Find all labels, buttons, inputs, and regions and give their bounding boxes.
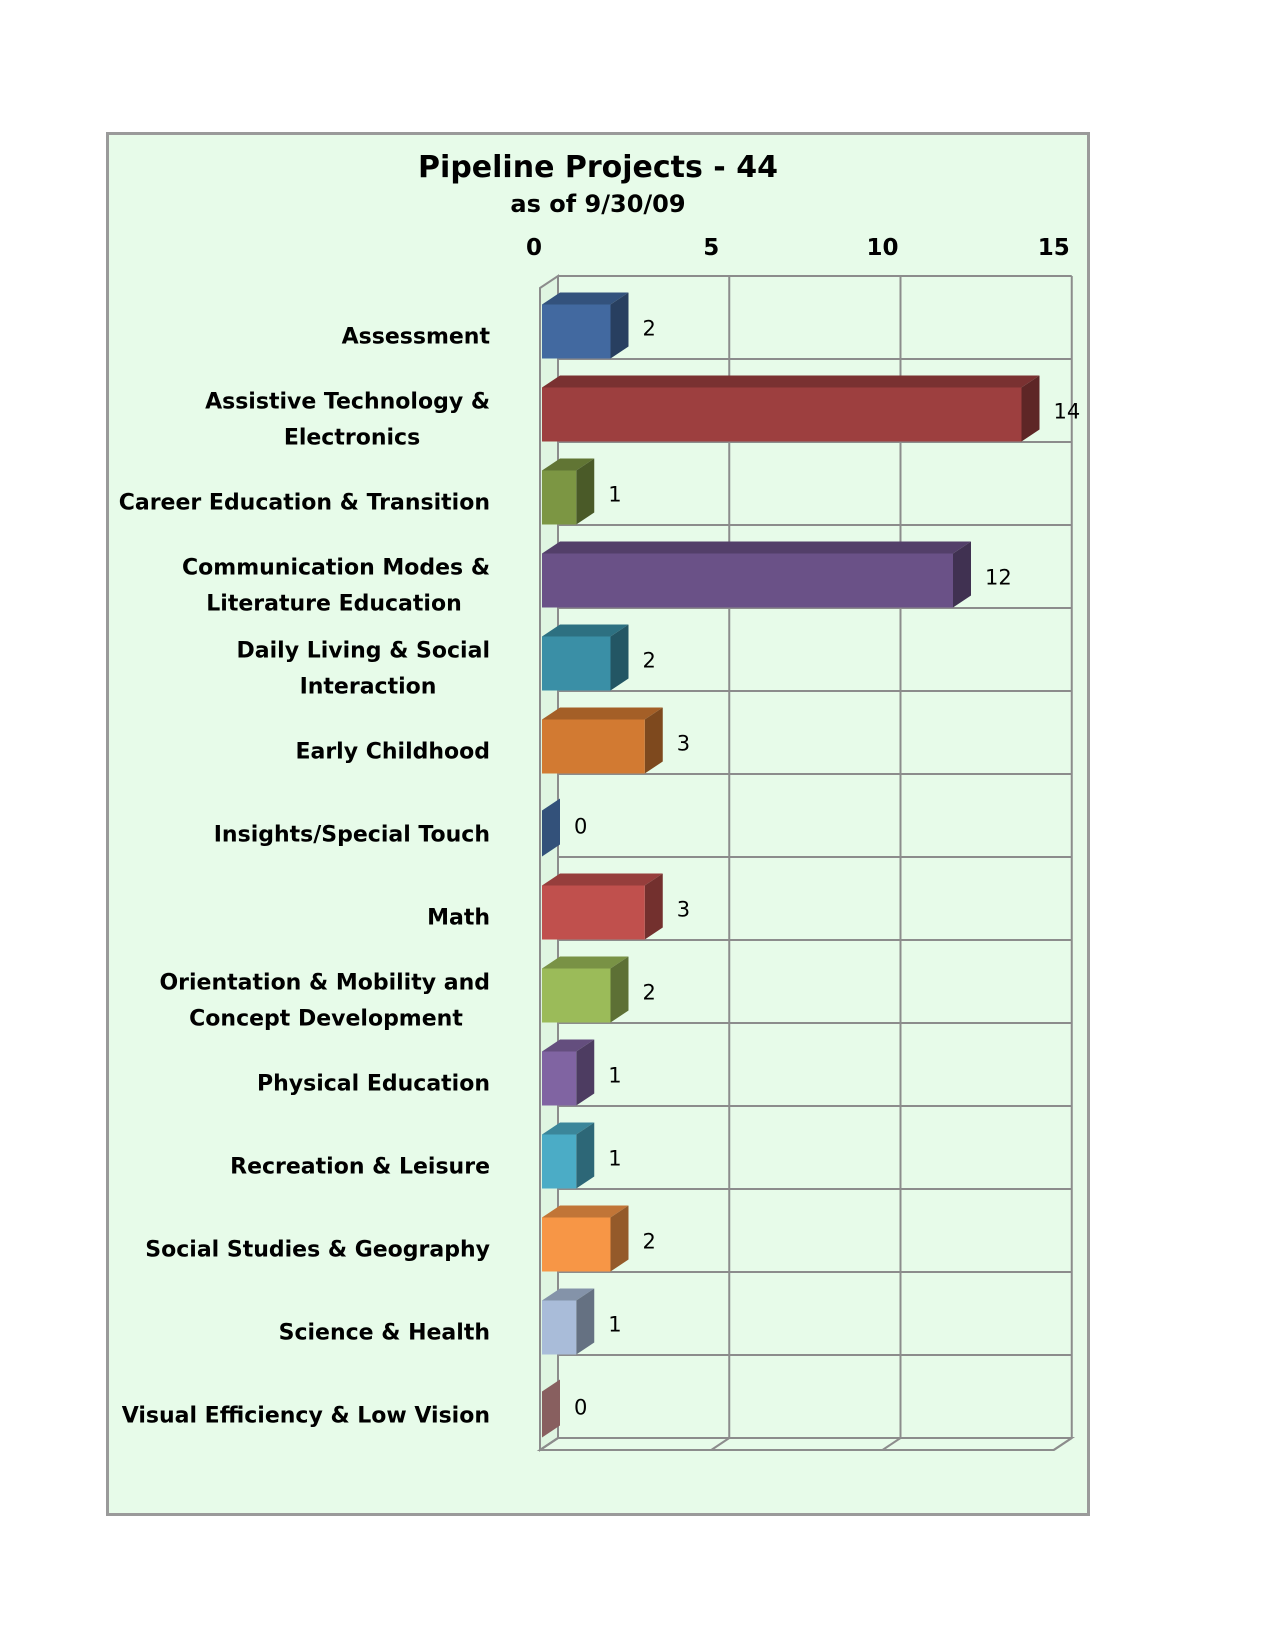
data-label: 0 xyxy=(574,1395,588,1420)
x-tick-label: 5 xyxy=(703,235,720,261)
category-label xyxy=(145,1238,490,1263)
data-label: 2 xyxy=(642,316,656,341)
bar-top-face xyxy=(542,708,663,720)
chart-side-wall xyxy=(540,276,558,1450)
bar xyxy=(542,1289,594,1355)
category-label-line: Interaction xyxy=(299,674,437,700)
category-label-line: Early Childhood xyxy=(295,739,490,765)
category-label xyxy=(230,1155,490,1180)
data-label: 2 xyxy=(642,1229,656,1254)
category-label xyxy=(257,1072,490,1097)
bar-top-face xyxy=(542,542,971,554)
chart-floor xyxy=(540,1438,1072,1450)
bar xyxy=(542,542,971,608)
bar-front-face xyxy=(542,637,611,691)
bar-front-face xyxy=(542,1135,576,1189)
data-label: 12 xyxy=(985,565,1012,590)
bar xyxy=(542,1206,629,1272)
bar-front-face xyxy=(542,1052,576,1106)
bar xyxy=(542,459,594,525)
category-label-line: Communication Modes & xyxy=(182,555,490,581)
chart-title: Pipeline Projects - 44 xyxy=(418,150,778,185)
category-label xyxy=(205,390,490,451)
category-label-line: Concept Development xyxy=(189,1006,463,1032)
bar-front-face xyxy=(542,1218,611,1272)
category-label xyxy=(279,1321,490,1346)
data-label: 14 xyxy=(1053,399,1081,424)
x-tick-label: 0 xyxy=(525,235,543,261)
data-label: 3 xyxy=(676,731,691,756)
data-label: 3 xyxy=(676,897,691,922)
category-label xyxy=(214,823,490,848)
data-label: 1 xyxy=(608,482,622,507)
category-label xyxy=(182,556,490,617)
bar xyxy=(542,957,629,1023)
bar-front-face xyxy=(542,1301,576,1355)
category-label xyxy=(159,971,490,1032)
bar-front-face xyxy=(542,554,953,608)
x-tick-label: 10 xyxy=(866,235,899,261)
bar xyxy=(542,293,629,359)
category-label xyxy=(427,906,490,931)
bar xyxy=(542,874,663,940)
bar-front-face xyxy=(542,969,611,1023)
category-label xyxy=(342,325,491,350)
data-label: 1 xyxy=(608,1063,622,1088)
category-label-line: Recreation & Leisure xyxy=(230,1154,490,1180)
data-label: 2 xyxy=(642,648,656,673)
bar-front-face xyxy=(542,388,1022,442)
data-label: 1 xyxy=(608,1146,622,1171)
category-label-line: Assessment xyxy=(341,324,490,350)
data-label: 2 xyxy=(642,980,656,1005)
category-label-line: Career Education & Transition xyxy=(118,490,490,516)
bar-front-face xyxy=(542,305,611,359)
bar xyxy=(542,1123,594,1189)
floor-tick-3 xyxy=(1054,1438,1072,1450)
bar xyxy=(542,708,663,774)
category-label-line: Literature Education xyxy=(206,591,462,617)
data-label: 1 xyxy=(608,1312,622,1337)
floor-tick-1 xyxy=(711,1438,729,1450)
bar xyxy=(542,376,1040,442)
category-label xyxy=(119,491,490,516)
bar-front-face xyxy=(542,471,576,525)
category-label-line: Science & Health xyxy=(278,1320,490,1346)
category-label-line: Insights/Special Touch xyxy=(213,822,490,848)
floor-tick-2 xyxy=(883,1438,901,1450)
category-label-line: Social Studies & Geography xyxy=(145,1237,490,1263)
bar xyxy=(542,625,629,691)
category-label-line: Orientation & Mobility and xyxy=(159,970,490,996)
category-label-line: Assistive Technology & xyxy=(205,389,490,415)
bar-front-face xyxy=(542,886,645,940)
category-label xyxy=(295,740,490,765)
category-label-line: Daily Living & Social xyxy=(236,638,490,664)
bar-top-face xyxy=(542,874,663,886)
chart-subtitle: as of 9/30/09 xyxy=(510,190,686,218)
category-label xyxy=(237,639,490,700)
bar xyxy=(542,1040,594,1106)
bar-top-face xyxy=(542,376,1040,388)
x-tick-label: 15 xyxy=(1037,235,1070,261)
bar-front-face xyxy=(542,720,645,774)
category-label-line: Electronics xyxy=(283,425,421,451)
category-label-line: Physical Education xyxy=(256,1071,490,1097)
category-label xyxy=(122,1404,490,1429)
category-label-line: Visual Efficiency & Low Vision xyxy=(121,1403,490,1429)
data-label: 0 xyxy=(574,814,588,839)
category-label-line: Math xyxy=(427,905,490,931)
